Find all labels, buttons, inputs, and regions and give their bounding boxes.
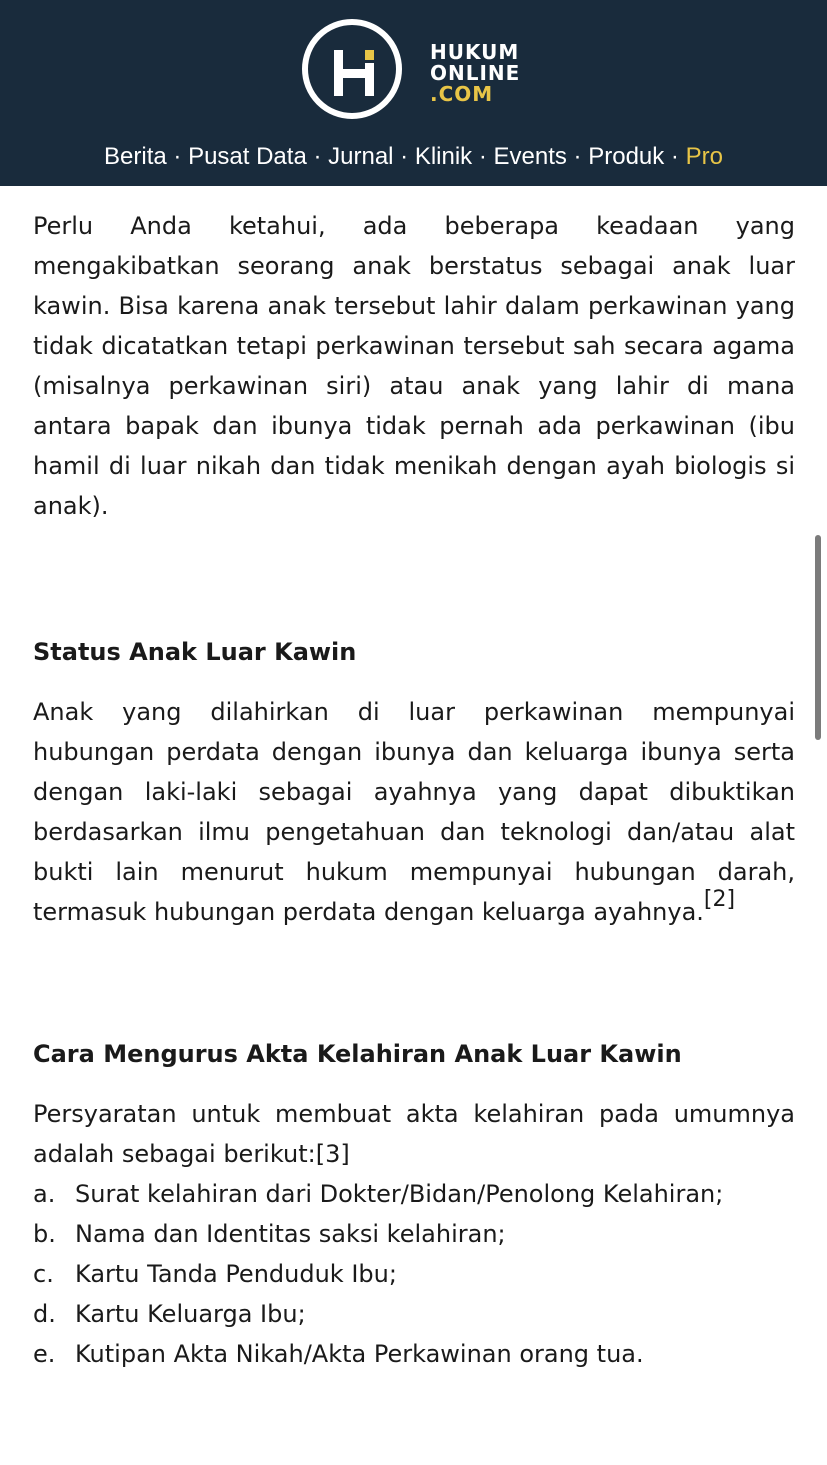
list-item — [33, 1334, 795, 1374]
nav-separator: · — [664, 143, 686, 170]
requirements-list — [33, 1174, 795, 1374]
heading-cara-mengurus: Cara Mengurus Akta Kelahiran Anak Luar Kawin — [33, 1040, 682, 1068]
main-nav — [0, 143, 827, 171]
list-marker: a. — [33, 1180, 56, 1208]
list-item-text: Kartu Keluarga Ibu; — [75, 1300, 306, 1328]
nav-separator: · — [393, 143, 415, 170]
nav-events[interactable]: Events — [493, 143, 567, 170]
nav-produk[interactable]: Produk — [588, 143, 665, 170]
list-item-text: Kutipan Akta Nikah/Akta Perkawinan orang tua. — [75, 1340, 644, 1368]
list-item — [33, 1254, 795, 1294]
list-item-text: Kartu Tanda Penduduk Ibu; — [75, 1260, 397, 1288]
list-item-text: Nama dan Identitas saksi kelahiran; — [75, 1220, 506, 1248]
footnote-ref-2[interactable]: [2] — [703, 887, 736, 912]
nav-separator: · — [306, 143, 329, 170]
hukumonline-logo[interactable] — [300, 18, 540, 130]
list-item — [33, 1174, 795, 1214]
logo-line-3: .COM — [430, 82, 494, 106]
list-marker: b. — [33, 1220, 56, 1248]
list-marker: d. — [33, 1300, 56, 1328]
nav-separator: · — [472, 143, 494, 170]
nav-pro[interactable]: Pro — [685, 143, 723, 170]
list-item — [33, 1214, 795, 1254]
site-header — [0, 0, 827, 186]
list-item — [33, 1294, 795, 1334]
logo-line-1: HUKUM — [430, 40, 520, 64]
article-body — [33, 206, 795, 1374]
logo-h-icon — [302, 19, 402, 119]
nav-jurnal[interactable]: Jurnal — [328, 143, 394, 170]
list-marker: e. — [33, 1340, 56, 1368]
nav-separator: · — [166, 143, 189, 170]
list-marker: c. — [33, 1260, 54, 1288]
paragraph-status — [33, 692, 795, 932]
paragraph-persyaratan: Persyaratan untuk membuat akta kelahiran pada umumnya adalah sebagai berikut:[3] — [33, 1100, 795, 1168]
nav-berita[interactable]: Berita — [104, 143, 167, 170]
paragraph-status-text: Anak yang dilahirkan di luar perkawinan mempunyai hubungan perdata dengan ibunya dan keluarga ibunya serta dengan laki-laki sebagai ayahnya yang dapat dibuktikan berdasarkan ilmu pengetahuan dan teknologi dan/atau alat bukti lain menurut hukum mempunyai hubungan darah, termasuk hubungan perdata dengan keluarga ayahnya. — [33, 698, 795, 926]
list-item-text: Surat kelahiran dari Dokter/Bidan/Penolong Kelahiran; — [75, 1180, 724, 1208]
nav-pusat-data[interactable]: Pusat Data — [188, 143, 307, 170]
scrollbar-thumb[interactable] — [815, 535, 821, 740]
nav-klinik[interactable]: Klinik — [414, 143, 473, 170]
nav-separator: · — [566, 143, 589, 170]
logo-line-2: ONLINE — [430, 61, 521, 85]
heading-status-anak: Status Anak Luar Kawin — [33, 638, 357, 666]
logo-text — [430, 42, 520, 105]
paragraph-intro: Perlu Anda ketahui, ada beberapa keadaan yang mengakibatkan seorang anak berstatus sebagai anak luar kawin. Bisa karena anak tersebut lahir dalam perkawinan yang tidak dicatatkan tetapi perkawinan tersebut sah secara agama (misalnya perkawinan siri) atau anak yang lahir di mana antara bapak dan ibunya tidak pernah ada perkawinan (ibu hamil di luar nikah dan tidak menikah dengan ayah biologis si anak). — [33, 212, 795, 520]
